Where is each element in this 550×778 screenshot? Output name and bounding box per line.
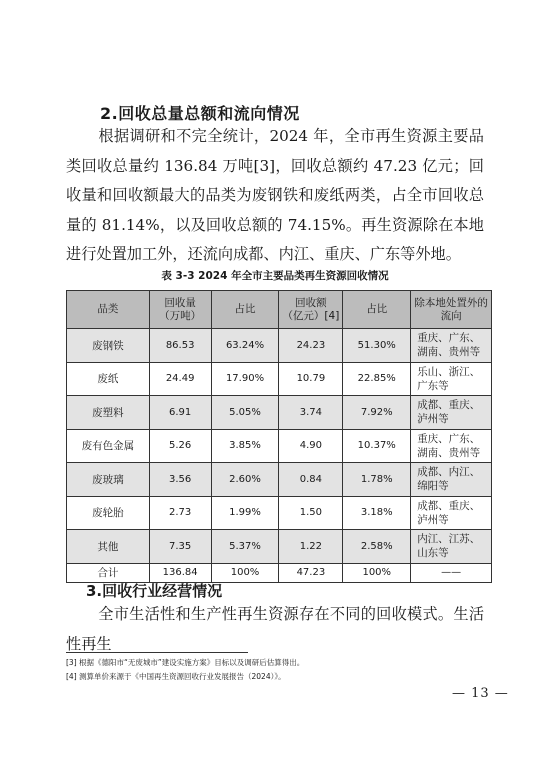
footnote-3: [3] 根据《德阳市“无废城市”建设实施方案》目标以及调研后估算得出。	[66, 658, 305, 667]
col-volume: 回收量 （万吨）	[149, 291, 211, 329]
table-row: 废有色金属 5.26 3.85% 4.90 10.37% 重庆、广东、湖南、贵州等	[67, 429, 492, 463]
col-value: 回收额 （亿元）[4]	[279, 291, 343, 329]
section3-heading: 3.回收行业经营情况	[86, 582, 223, 600]
recycling-table	[66, 290, 492, 583]
section3-paragraph	[66, 600, 484, 659]
section-heading: 2.回收总量总额和流向情况	[100, 104, 300, 123]
paragraph-text: 根据调研和不完全统计，2024 年，全市再生资源主要品类回收总量约 136.84 万吨[3]，回收总额约 47.23 亿元；回收量和回收额最大的品类为废钢铁和废纸两类，占全市回收总量的 81.14%，以及回收总额的 74.15%。再生资源除在本地进行处置加工外，还流向成都、内江、重庆、广东等外地。	[66, 127, 484, 263]
paragraph-text: 全市生活性和生产性再生资源存在不同的回收模式。生活性再生	[66, 605, 484, 653]
col-flow: 除本地处置外的 流向	[411, 291, 492, 329]
table-row: 废钢铁 86.53 63.24% 24.23 51.30% 重庆、广东、湖南、贵州等	[67, 329, 492, 363]
table-caption: 表 3-3 2024 年全市主要品类再生资源回收情况	[161, 270, 389, 282]
section-paragraph	[66, 122, 484, 270]
page-number: — 13 —	[452, 686, 509, 701]
table-total-row: 合计 136.84 100% 47.23 100% ——	[67, 563, 492, 582]
table-row: 废玻璃 3.56 2.60% 0.84 1.78% 成都、内江、绵阳等	[67, 463, 492, 497]
col-value-share: 占比	[343, 291, 411, 329]
footnote-4: [4] 测算单价来源于《中国再生资源回收行业发展报告（2024）》。	[66, 672, 286, 681]
table-row: 废轮胎 2.73 1.99% 1.50 3.18% 成都、重庆、泸州等	[67, 496, 492, 530]
table-row: 其他 7.35 5.37% 1.22 2.58% 内江、江苏、山东等	[67, 530, 492, 564]
col-category: 品类	[67, 291, 150, 329]
table-row: 废塑料 6.91 5.05% 3.74 7.92% 成都、重庆、泸州等	[67, 396, 492, 430]
table-header-row	[67, 291, 492, 329]
footnote-divider	[66, 652, 248, 653]
col-volume-share: 占比	[211, 291, 279, 329]
table-row: 废纸 24.49 17.90% 10.79 22.85% 乐山、浙江、广东等	[67, 362, 492, 396]
